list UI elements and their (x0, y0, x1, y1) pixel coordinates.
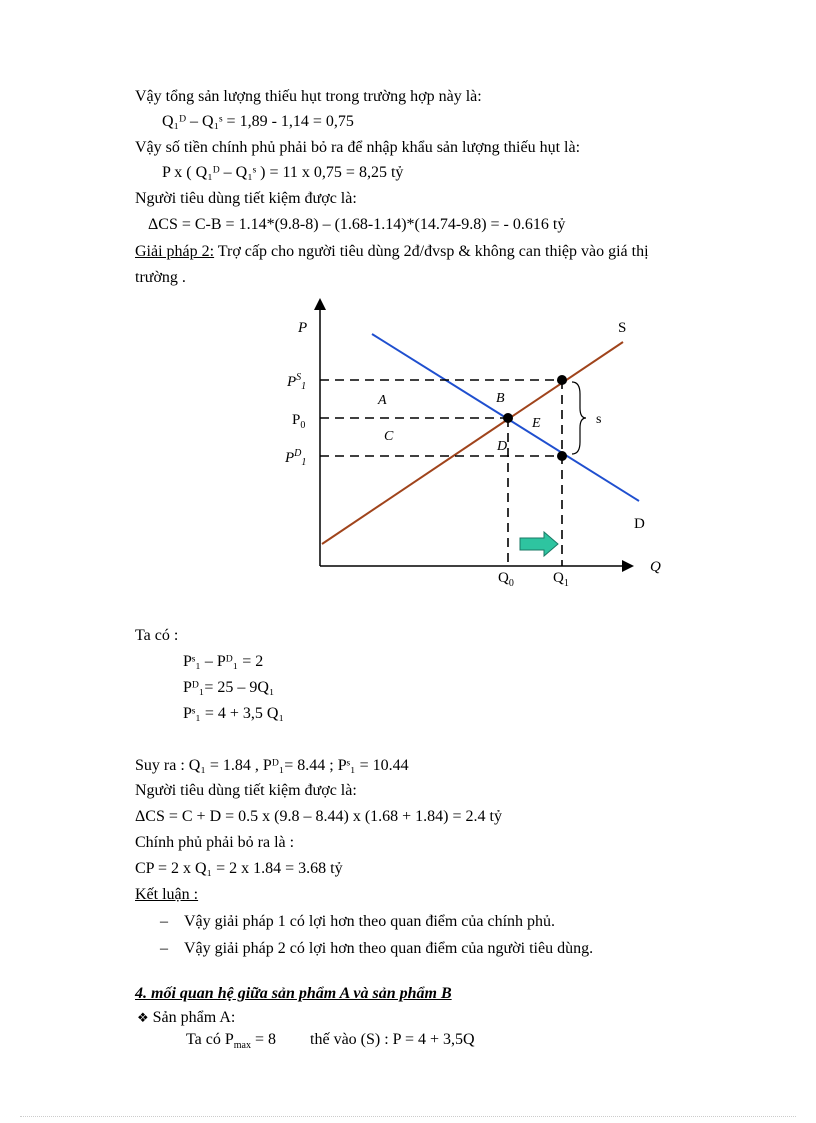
line-gov-cost-formula: P x ( Q₁ᴰ – Q₁ˢ ) = 11 x 0,75 = 8,25 tỷ (162, 164, 404, 181)
q1-label: $Q_1$ (553, 570, 569, 589)
conclusion-bullet-1: – Vậy giải pháp 1 có lợi hơn theo quan điểm của chính phủ. (160, 913, 556, 930)
pd1-label: $P^D_1$ (285, 448, 307, 468)
line-solution-2 (135, 242, 649, 262)
line-consumer-saving-intro: Người tiêu dùng tiết kiệm được là: (135, 190, 357, 207)
solution-2-text: Trợ cấp cho người tiêu dùng 2đ/đvsp & không can thiệp vào giá thị (214, 243, 649, 260)
equation-1: Pˢ₁ – Pᴰ₁ = 2 (183, 653, 264, 670)
q0-label: $Q_0$ (498, 570, 514, 589)
subsidy-label: s (596, 412, 602, 427)
line-solution-2-cont: trường . (135, 269, 186, 286)
x-axis-label: Q (650, 559, 661, 575)
area-e-label: E (532, 416, 541, 431)
y-axis-label: P (298, 320, 308, 336)
line-shortage-formula: Q₁ᴰ – Q₁ˢ = 1,89 - 1,14 = 0,75 (162, 113, 354, 130)
line-delta-cs-2: ΔCS = C + D = 0.5 x (9.8 – 8.44) x (1.68 + 1.84) = 2.4 tỷ (135, 808, 502, 825)
line-shortage-intro: Vậy tổng sản lượng thiếu hụt trong trường hợp này là: (135, 88, 482, 105)
point-equilibrium (503, 413, 513, 423)
line-result: Suy ra : Q₁ = 1.84 , Pᴰ₁= 8.44 ; Pˢ₁ = 10.44 (135, 757, 409, 774)
area-d-label: D (497, 439, 508, 454)
ta-co-label: Ta có : (135, 627, 179, 644)
line-gov-cost-intro: Vậy số tiền chính phủ phải bỏ ra để nhập khẩu sản lượng thiếu hụt là: (135, 139, 581, 156)
right-arrow-icon (520, 532, 558, 556)
area-c-label: C (384, 429, 394, 444)
conclusion-heading: Kết luận : (135, 886, 199, 903)
equation-2: Pᴰ₁= 25 – 9Q₁ (183, 679, 275, 696)
supply-curve (322, 342, 623, 544)
conclusion-bullet-2: – Vậy giải pháp 2 có lợi hơn theo quan điểm của người tiêu dùng. (160, 940, 594, 957)
line-gov-spend-intro: Chính phủ phải bỏ ra là : (135, 834, 295, 851)
line-gov-spend: CP = 2 x Q₁ = 2 x 1.84 = 3.68 tỷ (135, 860, 343, 877)
line-consumer-saving-2: Người tiêu dùng tiết kiệm được là: (135, 782, 357, 799)
line-delta-cs-1: ΔCS = C-B = 1.14*(9.8-8) – (1.68-1.14)*(14.74-9.8) = - 0.616 tỷ (148, 216, 566, 233)
product-a-line: ❖ Sản phẩm A: (137, 1009, 236, 1026)
supply-label: S (618, 320, 627, 336)
diamond-bullet-icon: ❖ (137, 1010, 149, 1025)
area-a-label: A (378, 393, 387, 408)
area-b-label: B (496, 391, 505, 406)
footer-divider (20, 1116, 796, 1117)
point-d1 (557, 451, 567, 461)
demand-label: D (634, 516, 645, 532)
p0-label: $P_0$ (292, 412, 306, 431)
section-heading-4: 4. mối quan hệ giữa sản phẩm A và sản phẩm B (135, 985, 452, 1002)
solution-2-label: Giải pháp 2: (135, 243, 215, 260)
equation-3: Pˢ₁ = 4 + 3,5 Q₁ (183, 705, 285, 722)
ps1-label: $P^S_1$ (287, 372, 307, 392)
pmax-line: Ta có $P_{max} = 8$ thế vào (S) : P = 4 + 3,5Q (186, 1031, 475, 1052)
supply-demand-chart (270, 290, 680, 595)
subsidy-brace (572, 382, 586, 454)
point-s1 (557, 375, 567, 385)
